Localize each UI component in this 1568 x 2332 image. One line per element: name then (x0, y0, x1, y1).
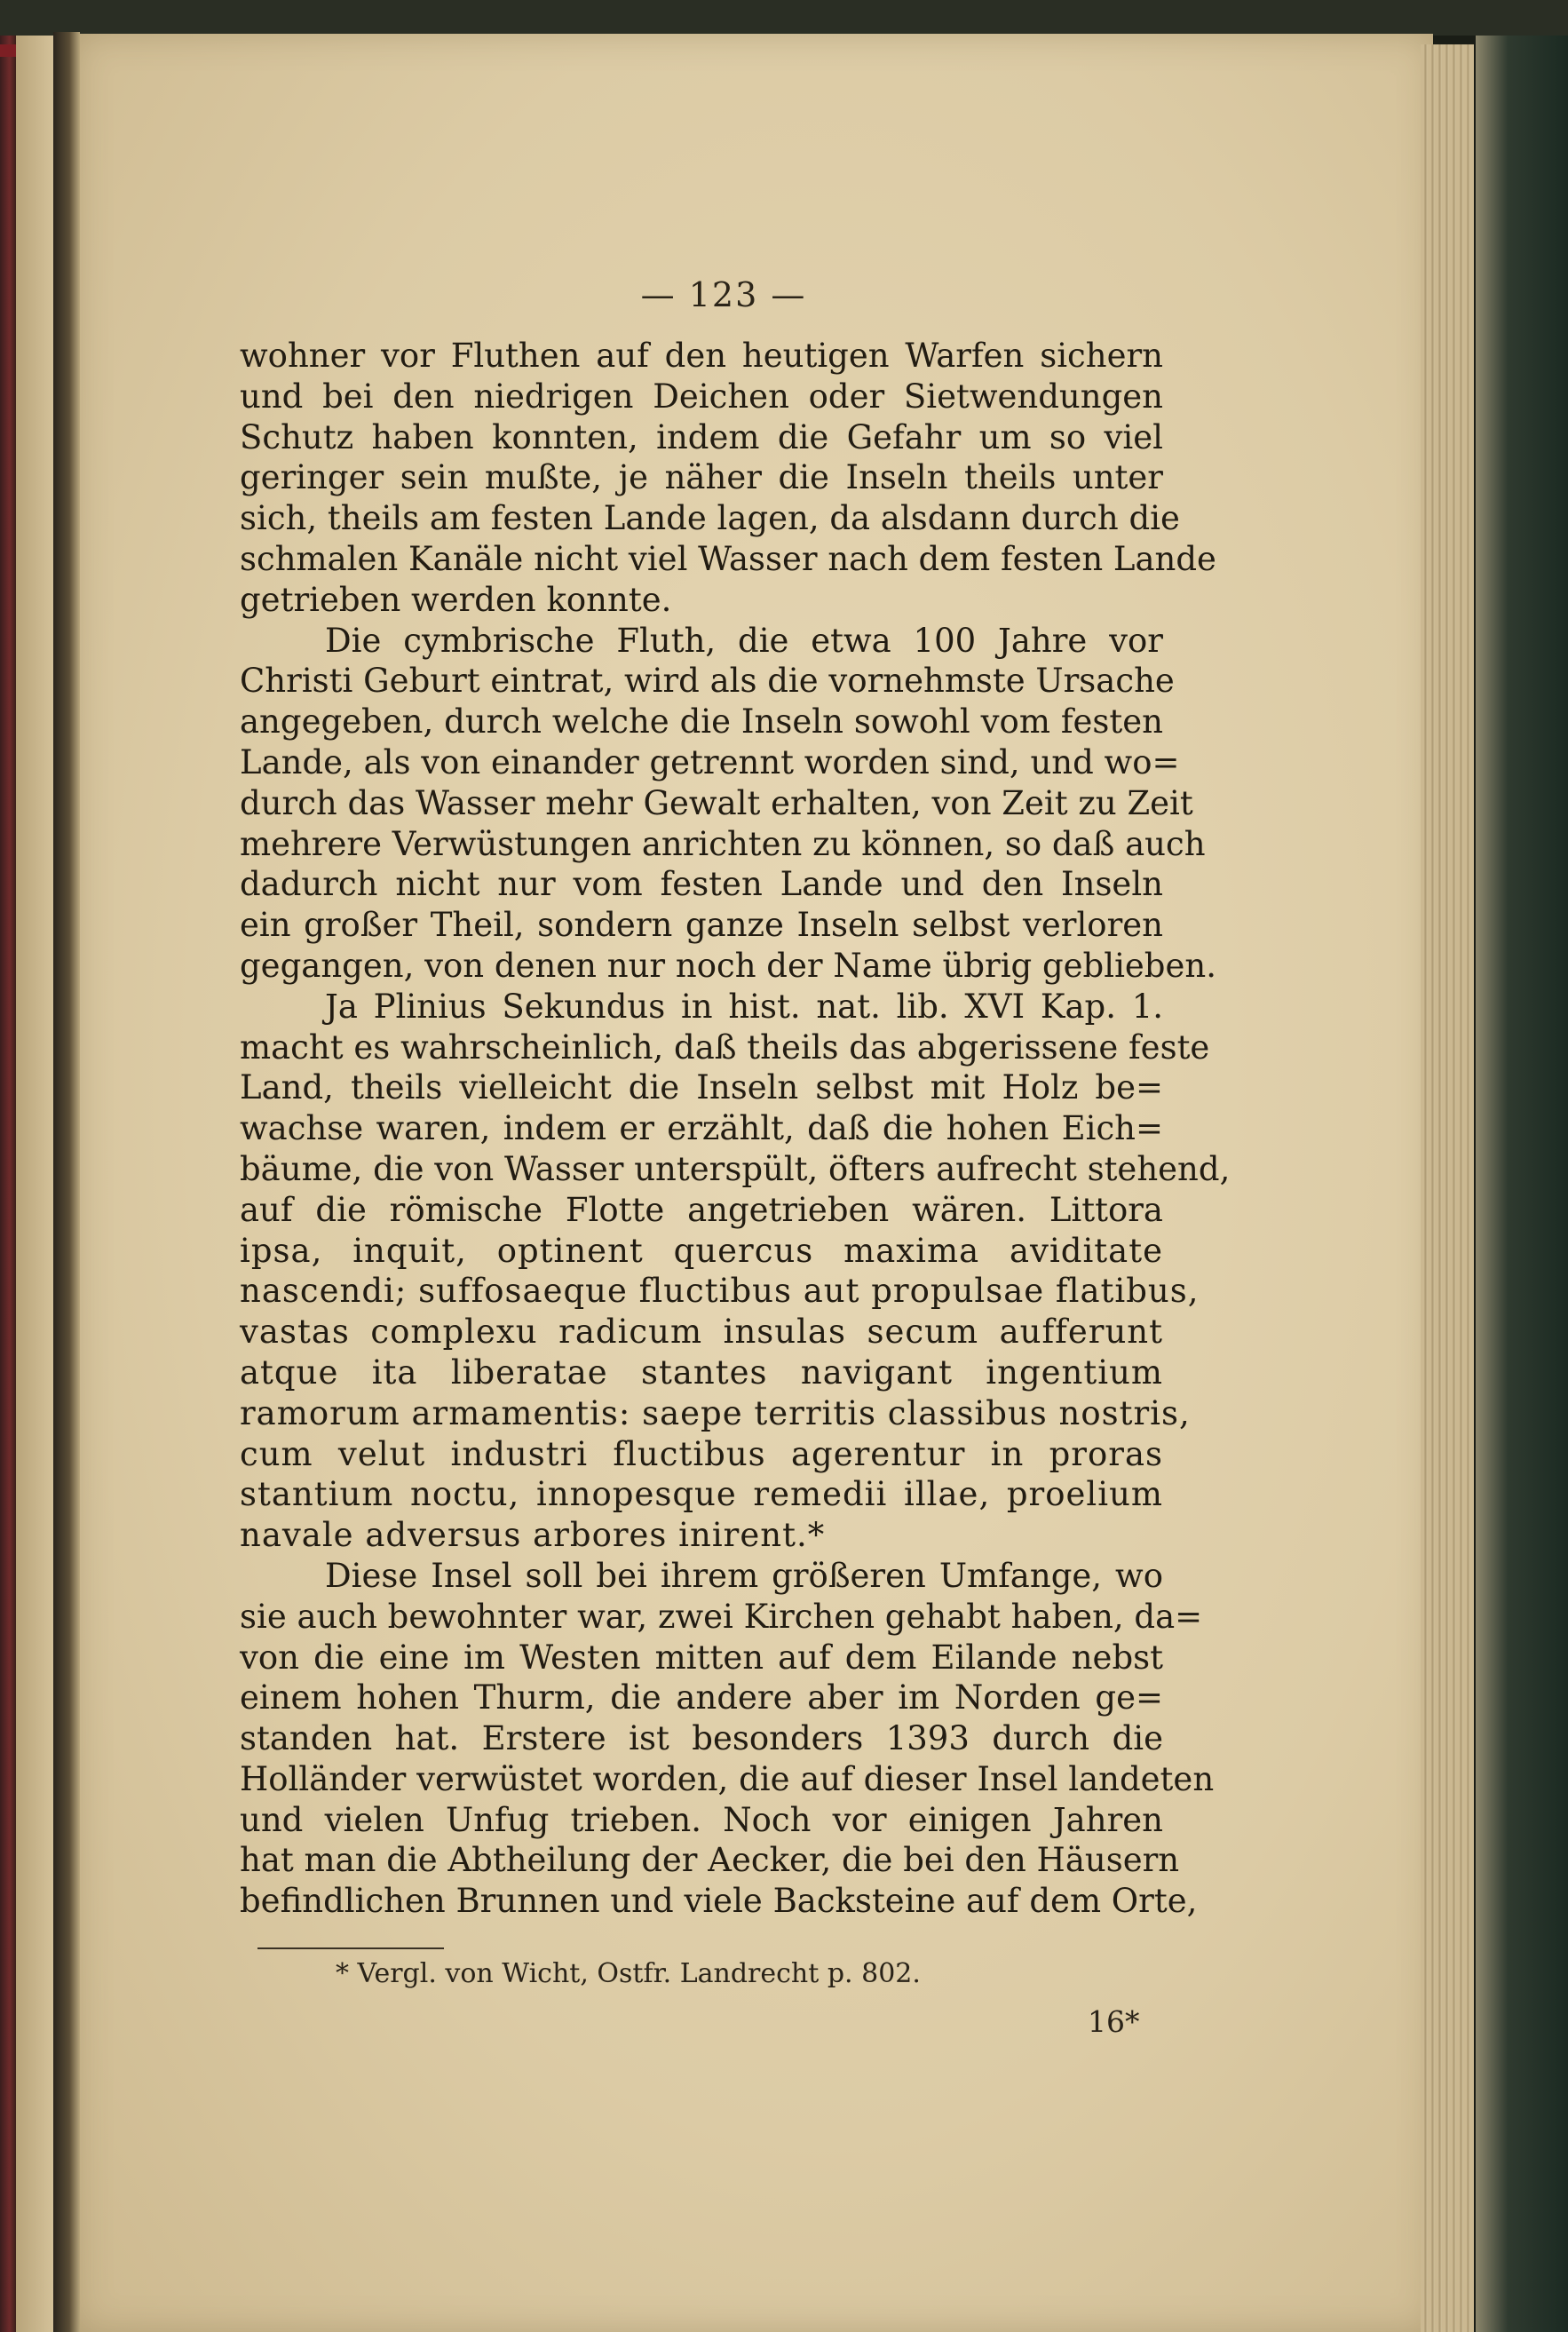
text-line: einem hohen Thurm, die andere aber im Norden ge= (240, 1678, 1163, 1717)
text-line: schmalen Kanäle nicht viel Wasser nach dem festen Lande (240, 539, 1216, 578)
page-gutter (53, 32, 80, 2332)
text-line: macht es wahrscheinlich, daß theils das abgerissene feste (240, 1027, 1210, 1067)
text-line: dadurch nicht nur vom festen Lande und den Inseln (240, 865, 1163, 904)
text-line: Ja Plinius Sekundus in hist. nat. lib. XVI Kap. 1. (325, 987, 1163, 1026)
text-line: angegeben, durch welche die Inseln sowohl vom festen (240, 702, 1163, 742)
footnote: * Vergl. von Wicht, Ostfr. Landrecht p. 802. (336, 1958, 921, 1989)
signature-mark: 16* (1088, 2004, 1140, 2039)
text-line: Diese Insel soll bei ihrem größeren Umfange, wo (325, 1556, 1163, 1595)
text-line: navale adversus arbores inirent.* (240, 1516, 826, 1555)
text-line: gegangen, von denen nur noch der Name übrig geblieben. (240, 946, 1216, 985)
footnote-rule (257, 1947, 444, 1949)
text-line: Die cymbrische Fluth, die etwa 100 Jahre vor (325, 621, 1163, 660)
book-cover-edge (1476, 36, 1568, 2332)
body-text (240, 336, 1231, 1922)
text-line: geringer sein mußte, je näher die Inseln theils unter (240, 458, 1163, 497)
text-line: ipsa, inquit, optinent quercus maxima aviditate (240, 1231, 1163, 1270)
text-line: ein großer Theil, sondern ganze Inseln selbst verloren (240, 906, 1163, 945)
text-line: stantium noctu, innopesque remedii illae, proelium (240, 1475, 1163, 1514)
text-line: mehrere Verwüstungen anrichten zu können, so daß auch (240, 824, 1206, 863)
page-stack-edges (1421, 44, 1474, 2332)
text-line: standen hat. Erstere ist besonders 1393 durch die (240, 1719, 1163, 1758)
text-line: vastas complexu radicum insulas secum aufferunt (240, 1313, 1163, 1352)
text-line: Schutz haben konnten, indem die Gefahr um so viel (240, 417, 1163, 456)
text-line: Holländer verwüstet worden, die auf dieser Insel landeten (240, 1759, 1215, 1798)
text-line: Land, theils vielleicht die Inseln selbst mit Holz be= (240, 1068, 1163, 1107)
text-line: ramorum armamentis: saepe territis classibus nostris, (240, 1393, 1191, 1432)
page-number-text: — 123 — (640, 275, 807, 314)
text-line: wachse waren, indem er erzählt, daß die hohen Eich= (240, 1109, 1163, 1148)
page-number (0, 275, 1568, 314)
text-line: cum velut industri fluctibus agerentur in proras (240, 1434, 1163, 1473)
text-line: Lande, als von einander getrennt worden sind, und wo= (240, 742, 1180, 781)
text-line: auf die römische Flotte angetrieben wären. Littora (240, 1190, 1163, 1229)
text-line: und vielen Unfug trieben. Noch vor einigen Jahren (240, 1800, 1163, 1839)
text-line: wohner vor Fluthen auf den heutigen Warfen sichern (240, 337, 1163, 375)
text-line: und bei den niedrigen Deichen oder Sietwendungen (240, 377, 1163, 416)
text-line: hat man die Abtheilung der Aecker, die bei den Häusern (240, 1841, 1180, 1880)
text-line: von die eine im Westen mitten auf dem Eilande nebst (240, 1638, 1163, 1677)
text-line: durch das Wasser mehr Gewalt erhalten, von Zeit zu Zeit (240, 783, 1193, 822)
text-line: sie auch bewohnter war, zwei Kirchen gehabt haben, da= (240, 1597, 1203, 1636)
text-line: bäume, die von Wasser unterspült, öfters aufrecht stehend, (240, 1149, 1231, 1188)
text-line: sich, theils am festen Lande lagen, da alsdann durch die (240, 499, 1180, 538)
text-line: nascendi; suffosaeque fluctibus aut propulsae flatibus, (240, 1272, 1200, 1311)
text-line: atque ita liberatae stantes navigant ingentium (240, 1352, 1163, 1392)
text-line: befindlichen Brunnen und viele Backsteine auf dem Orte, (240, 1882, 1198, 1921)
background-top (0, 0, 1568, 36)
text-line: Christi Geburt eintrat, wird als die vornehmste Ursache (240, 662, 1175, 701)
book-binding (0, 36, 16, 2332)
text-line: getrieben werden konnte. (240, 580, 672, 619)
